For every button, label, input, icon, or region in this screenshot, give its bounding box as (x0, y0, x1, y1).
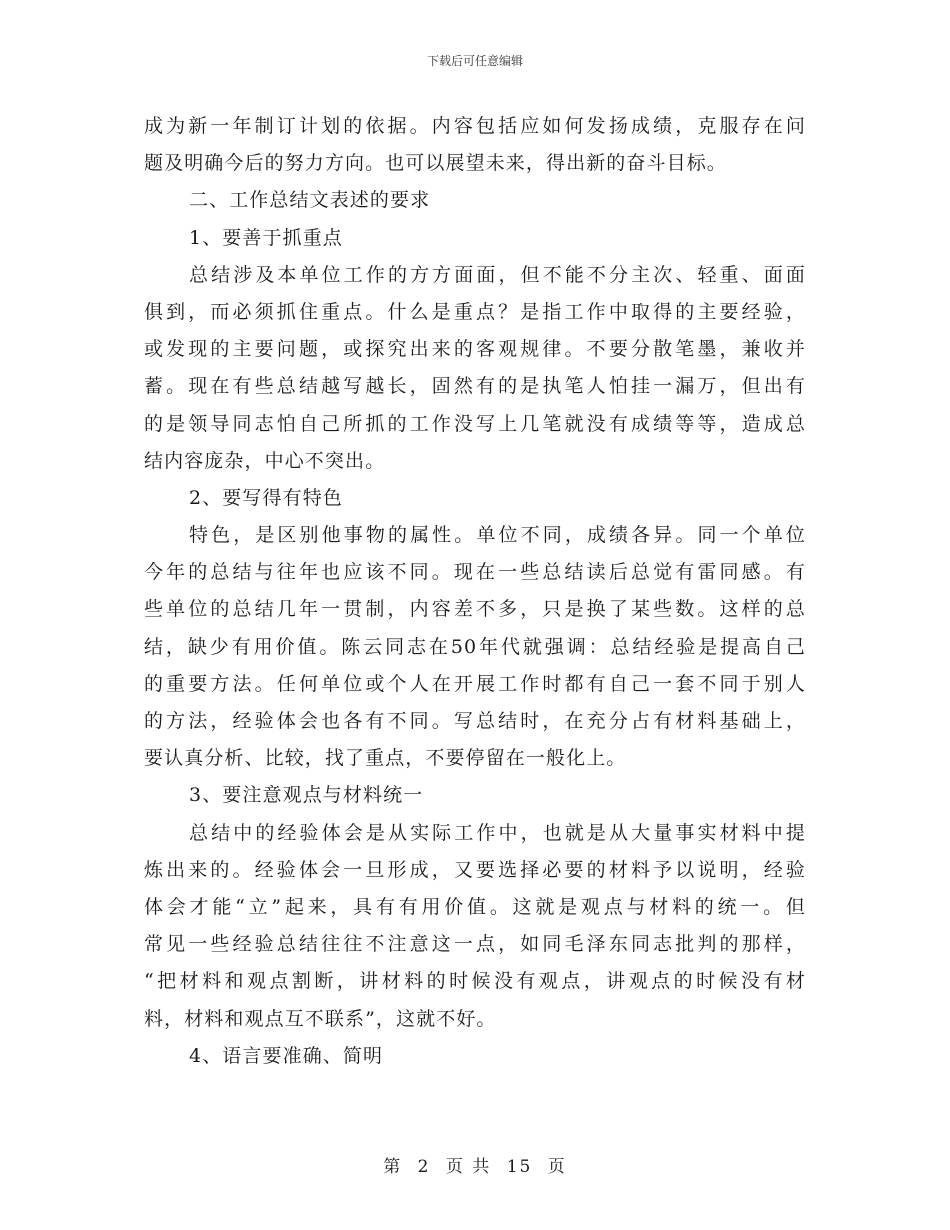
document-body (144, 108, 806, 1075)
footer-total-pages: 15 (506, 1157, 533, 1177)
text-line: 2、要写得有特色 (189, 486, 343, 509)
text-line: 常见一些经验总结往往不注意这一点，如同毛泽东同志批判的那样， (144, 933, 806, 956)
text-line: 题及明确今后的努力方向。也可以展望未来，得出新的奋斗目标。 (144, 152, 727, 175)
text-line: 特色，是区别他事物的属性。单位不同，成绩各异。同一个单位 (189, 524, 806, 547)
text-line: 3、要注意观点与材料统一 (189, 784, 424, 807)
text-line: 成为新一年制订计划的依据。内容包括应如何发扬成绩，克服存在问 (144, 115, 806, 137)
footer-current-page: 2 (417, 1157, 431, 1177)
text-line: 料，材料和观点互不联系”，这就不好。 (144, 1007, 497, 1030)
text-line: 的方法，经验体会也各有不同。写总结时，在充分占有材料基础上， (144, 710, 806, 732)
text-line: 体会才能“立”起来，具有有用价值。这就是观点与材料的统一。但 (144, 895, 806, 918)
footer-middle: 页 共 (445, 1157, 492, 1177)
text-line: 结，缺少有用价值。陈云同志在50年代就强调：总结经验是提高自己 (144, 635, 806, 658)
footer-suffix: 页 (547, 1157, 567, 1177)
text-line: 要认真分析、比较，找了重点，不要停留在一般化上。 (144, 747, 627, 770)
text-line: 炼出来的。经验体会一旦形成，又要选择必要的材料予以说明，经验 (144, 858, 806, 881)
text-line: 今年的总结与往年也应该不同。现在一些总结读后总觉有雷同感。有 (144, 561, 806, 584)
text-line: “把材料和观点割断，讲材料的时候没有观点，讲观点的时候没有材 (144, 970, 806, 993)
text-line: 俱到，而必须抓住重点。什么是重点？是指工作中取得的主要经验， (144, 300, 806, 323)
text-line: 二、工作总结文表述的要求 (189, 189, 431, 212)
text-line: 的重要方法。任何单位或个人在开展工作时都有自己一套不同于别人 (144, 672, 806, 695)
text-line: 1、要善于抓重点 (189, 226, 343, 249)
text-line: 的是领导同志怕自己所抓的工作没写上几笔就没有成绩等等，造成总 (144, 412, 806, 435)
page-footer (0, 1152, 950, 1177)
text-line: 或发现的主要问题，或探究出来的客观规律。不要分散笔墨，兼收并 (144, 338, 806, 361)
text-line: 结内容庞杂，中心不突出。 (144, 449, 386, 472)
text-line: 总结中的经验体会是从实际工作中，也就是从大量事实材料中提 (189, 821, 806, 844)
text-line: 总结涉及本单位工作的方方面面，但不能不分主次、轻重、面面 (189, 263, 806, 286)
page-header: 下载后可任意编辑 (426, 54, 523, 68)
text-line: 4、语言要准确、简明 (189, 1044, 384, 1067)
text-line: 些单位的总结几年一贯制，内容差不多，只是换了某些数。这样的总 (144, 598, 806, 621)
footer-prefix: 第 (383, 1157, 403, 1177)
text-line: 蓄。现在有些总结越写越长，固然有的是执笔人怕挂一漏万，但出有 (144, 375, 806, 398)
